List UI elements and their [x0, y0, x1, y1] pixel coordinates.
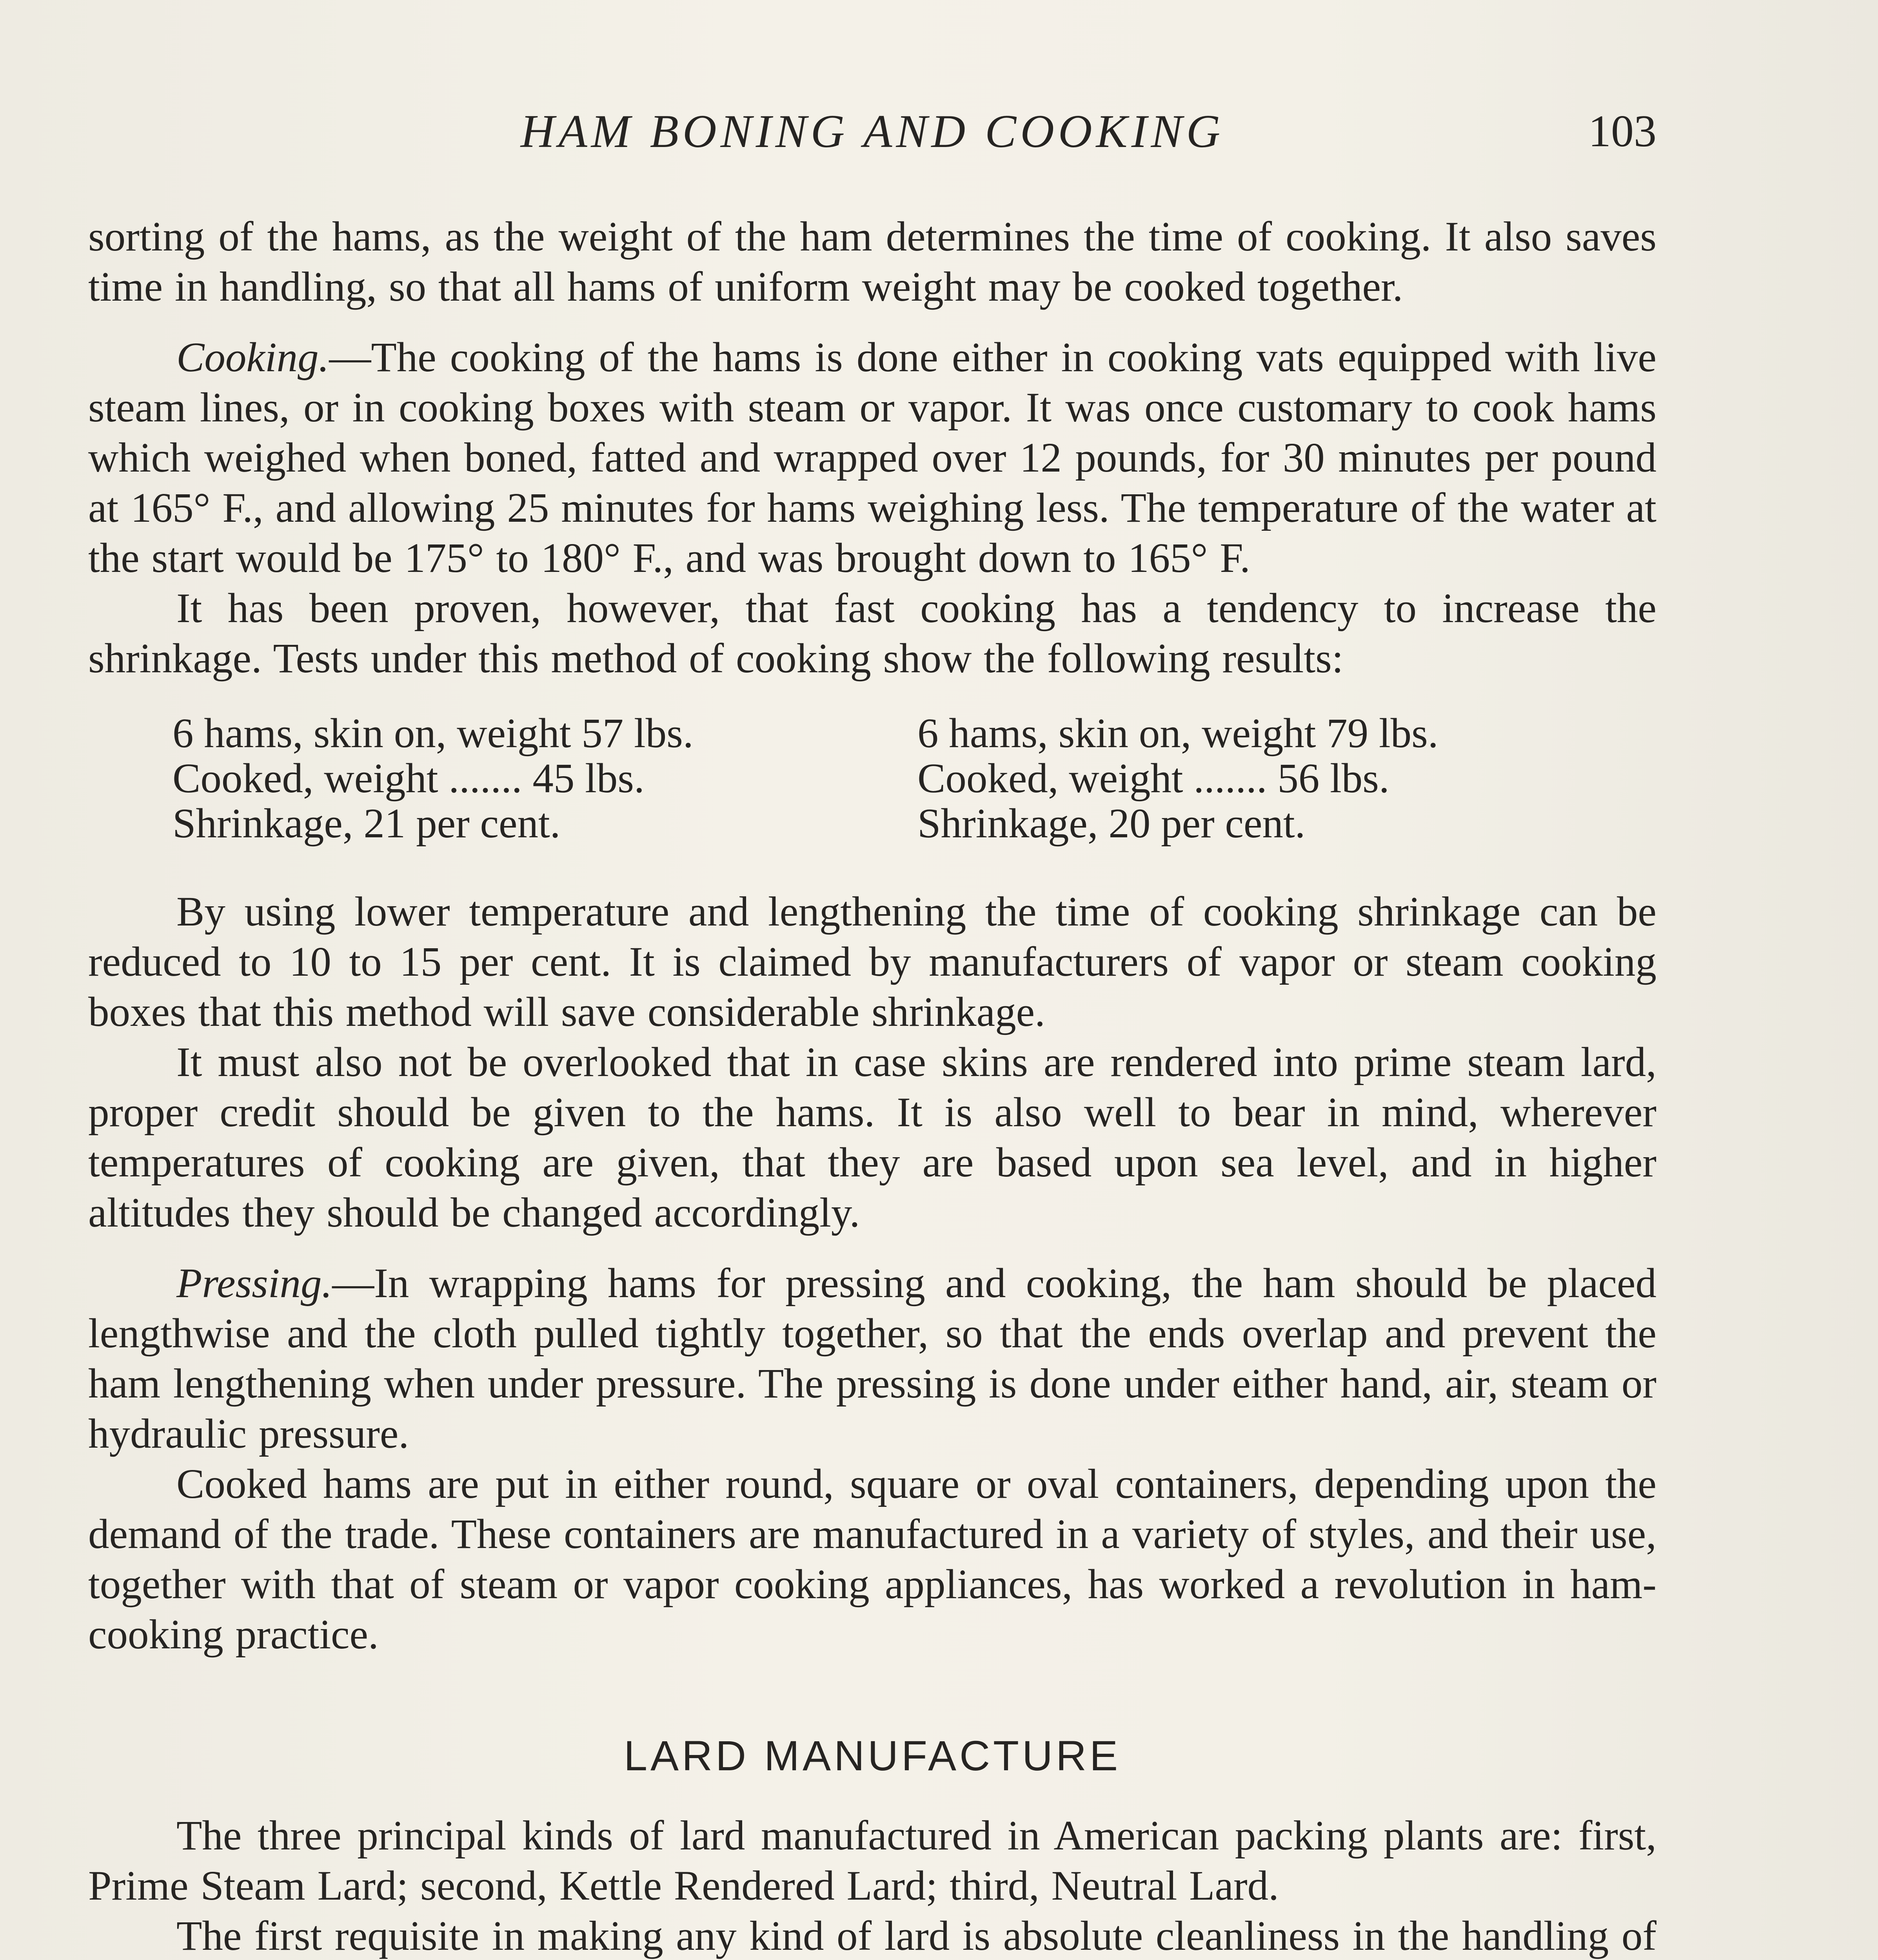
- result-line: Shrinkage, 21 per cent.: [173, 800, 561, 847]
- runin-cooking: Cooking.: [176, 334, 329, 381]
- result-line: 6 hams, skin on, weight 57 lbs.: [173, 710, 694, 757]
- paragraph-sorting: sorting of the hams, as the weight of the ham determines the time of cooking. It also saves time in handling, so that all hams of uniform weight may be cooked together.: [88, 214, 1656, 310]
- results-left-column: [173, 711, 694, 846]
- paragraph-lower-temperature: By using lower temperature and lengthening the time of cooking shrinkage can be reduced to 10 to 15 per cent. It is claimed by manufacturers of vapor or steam cooking boxes that this method will save considerable shrinkage.: [88, 889, 1656, 1035]
- test-results: [88, 711, 1656, 855]
- results-right-column: [917, 711, 1438, 846]
- result-line: Cooked, weight ....... 45 lbs.: [173, 755, 645, 802]
- text-column: [88, 98, 1656, 1960]
- paragraph-cooking: [88, 332, 1656, 583]
- paragraph-proven: It has been proven, however, that fast cooking has a tendency to increase the shrinkage. Tests under this method of cooking show the following results:: [88, 585, 1656, 682]
- paragraph-overlooked: It must also not be overlooked that in case skins are rendered into prime steam lard, proper credit should be given to the hams. It is also well to bear in mind, wherever temperatures of cooking are given, that they are based upon sea level, and in higher altitudes they should be changed accordingly.: [88, 1039, 1656, 1236]
- result-line: Cooked, weight ....... 56 lbs.: [917, 755, 1389, 802]
- running-head: [88, 98, 1656, 165]
- cooking-text: —The cooking of the hams is done either in cooking vats equipped with live steam lines, or in cooking boxes with steam or vapor. It was once customary to cook hams which weighed when boned, fatted and wrapped over 12 pounds, for 30 minutes per pound at 165° F., and allowing 25 minutes for hams weighing less. The temperature of the water at the start would be 175° to 180° F., and was brought down to 165° F.: [88, 334, 1656, 581]
- section-heading-lard: LARD MANUFACTURE: [623, 1732, 1121, 1779]
- runin-pressing: Pressing.: [176, 1260, 332, 1307]
- result-line: 6 hams, skin on, weight 79 lbs.: [917, 710, 1438, 757]
- paragraph-lard-kinds: The three principal kinds of lard manufactured in American packing plants are: first, Prime Steam Lard; second, Kettle Rendered Lard; third, Neutral Lard.: [88, 1813, 1656, 1909]
- running-title: HAM BONING AND COOKING: [520, 105, 1224, 157]
- result-line: Shrinkage, 20 per cent.: [917, 800, 1306, 847]
- paragraph-cleanliness: The first requisite in making any kind of lard is absolute cleanliness in the handling of: [176, 1913, 1656, 1959]
- paragraph-containers: Cooked hams are put in either round, square or oval containers, depending upon the demand of the trade. These containers are manufactured in a variety of styles, and their use, together with that of steam or vapor cooking appliances, has worked a revolution in ham-cooking practice.: [88, 1461, 1656, 1658]
- page-number: 103: [1588, 106, 1656, 156]
- pressing-text: —In wrapping hams for pressing and cooking, the ham should be placed lengthwise and the cloth pulled tightly together, so that the ends overlap and prevent the ham lengthening when under pressure. The pressing is done under either hand, air, steam or hydraulic pressure.: [88, 1260, 1656, 1457]
- paragraph-pressing: [88, 1258, 1656, 1459]
